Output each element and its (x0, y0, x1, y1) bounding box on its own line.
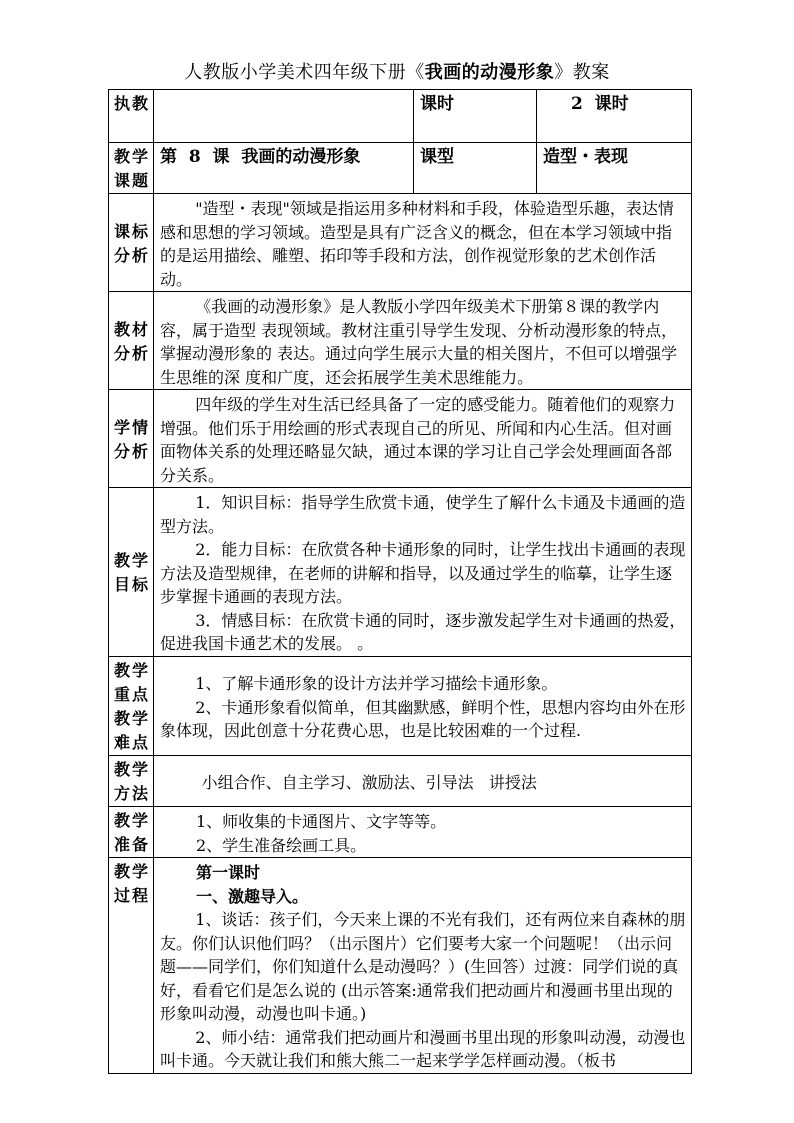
key-point-item: 1、了解卡通形象的设计方法并学习描绘卡通形象。 (195, 674, 558, 694)
hours-value: 2 课时 (537, 90, 692, 143)
goals-label: 教学目标 (109, 488, 154, 657)
lesson-label: 教学课题 (109, 143, 154, 194)
prep-row (109, 807, 692, 858)
lesson-value: 第 8 课 我画的动漫形象 (154, 143, 414, 194)
methods-label: 教学方法 (109, 756, 154, 807)
process-heading-1: 第一课时 (196, 863, 261, 882)
process-row (109, 858, 692, 1074)
textbook-row (109, 292, 692, 390)
title-suffix: 》教案 (554, 62, 610, 83)
textbook-text: 《我画的动漫形象》是人教版小学四年级美术下册第８课的教学内容，属于造型 表现领域。教材注重引导学生发现、分析动漫形象的特点，掌握动漫形象的 表达。通过向学生展示大量的相关图片，不但可以增强学生思维的深 度和广度，还会拓展学生美术思维能力。 (160, 297, 678, 387)
key-point-item: 2、卡通形象看似简单，但其幽默感，鲜明个性，思想内容均由外在形象体现，因此创意十分花费心思，也是比较困难的一个过程. (160, 697, 686, 741)
lesson-type-value: 造型・表现 (537, 143, 692, 194)
students-row (109, 390, 692, 488)
goal-item: 1．知识目标：指导学生欣赏卡通，使学生了解什么卡通及卡通画的造型方法。 (160, 493, 686, 536)
teacher-label: 执教 (109, 90, 154, 143)
prep-item: 1、师收集的卡通图片、文字等等。 (196, 812, 447, 831)
curriculum-label: 课标分析 (109, 194, 154, 292)
textbook-label: 教材分析 (109, 292, 154, 390)
lesson-plan-table (108, 89, 692, 1074)
goals-row (109, 488, 692, 657)
document-title (0, 58, 794, 84)
methods-row (109, 756, 692, 807)
prep-label: 教学准备 (109, 807, 154, 858)
goal-item: 2．能力目标：在欣赏各种卡通形象的同时，让学生找出卡通画的表现方法及造型规律，在老师的讲解和指导，以及通过学生的临摹，让学生逐步掌握卡通画的表现方法。 (160, 540, 686, 606)
hours-label: 课时 (414, 90, 537, 143)
process-item: 2、师小结：通常我们把动画片和漫画书里出现的形象叫动漫，动漫也叫卡通。今天就让我们和熊大熊二一起来学学怎样画动漫。（板书 (160, 1027, 686, 1070)
key-points-label: 教学重点教学难点 (109, 657, 154, 756)
students-label: 学情分析 (109, 390, 154, 488)
teacher-value (154, 90, 414, 143)
key-points-row (109, 657, 692, 756)
lesson-row (109, 143, 692, 194)
process-label: 教学过程 (109, 858, 154, 1074)
students-text: 四年级的学生对生活已经具备了一定的感受能力。随着他们的观察力增强。他们乐于用绘画的形式表现自己的所见、所闻和内心生活。但对画面物体关系的处理还略显欠缺，通过本课的学习让自己学会处理画面各部分关系。 (160, 395, 676, 485)
title-prefix: 人教版小学美术四年级下册《 (184, 62, 425, 83)
process-heading-2: 一、激趣导入。 (196, 886, 309, 906)
curriculum-row (109, 194, 692, 292)
process-item: 1、谈话：孩子们，今天来上课的不光有我们，还有两位来自森林的朋友。你们认识他们吗？（出示图片）它们要考大家一个问题呢！（出示问题——同学们，你们知道什么是动漫吗？）(生回答）过渡：同学们说的真好，看看它们是怎么说的 (出示答案:通常我们把动画片和漫画书里出现的形象叫动漫，动漫也叫卡通。) (160, 910, 686, 1023)
title-bold: 我画的动漫形象 (424, 62, 555, 83)
teacher-row (109, 90, 692, 143)
methods-text: 小组合作、自主学习、激励法、引导法 讲授法 (201, 772, 537, 792)
curriculum-text: "造型・表现"领域是指运用多种材料和手段，体验造型乐趣，表达情感和思想的学习领域。造型是具有广泛含义的概念，但在本学习领域中指的是运用描绘、雕塑、拓印等手段和方法，创作视觉形象的艺术创作活动。 (160, 199, 674, 289)
goal-item: 3．情感目标：在欣赏卡通的同时，逐步激发起学生对卡通画的热爱，促进我国卡通艺术的发展。 。 (160, 610, 686, 653)
prep-item: 2、学生准备绘画工具。 (196, 835, 367, 855)
lesson-type-label: 课型 (414, 143, 537, 194)
